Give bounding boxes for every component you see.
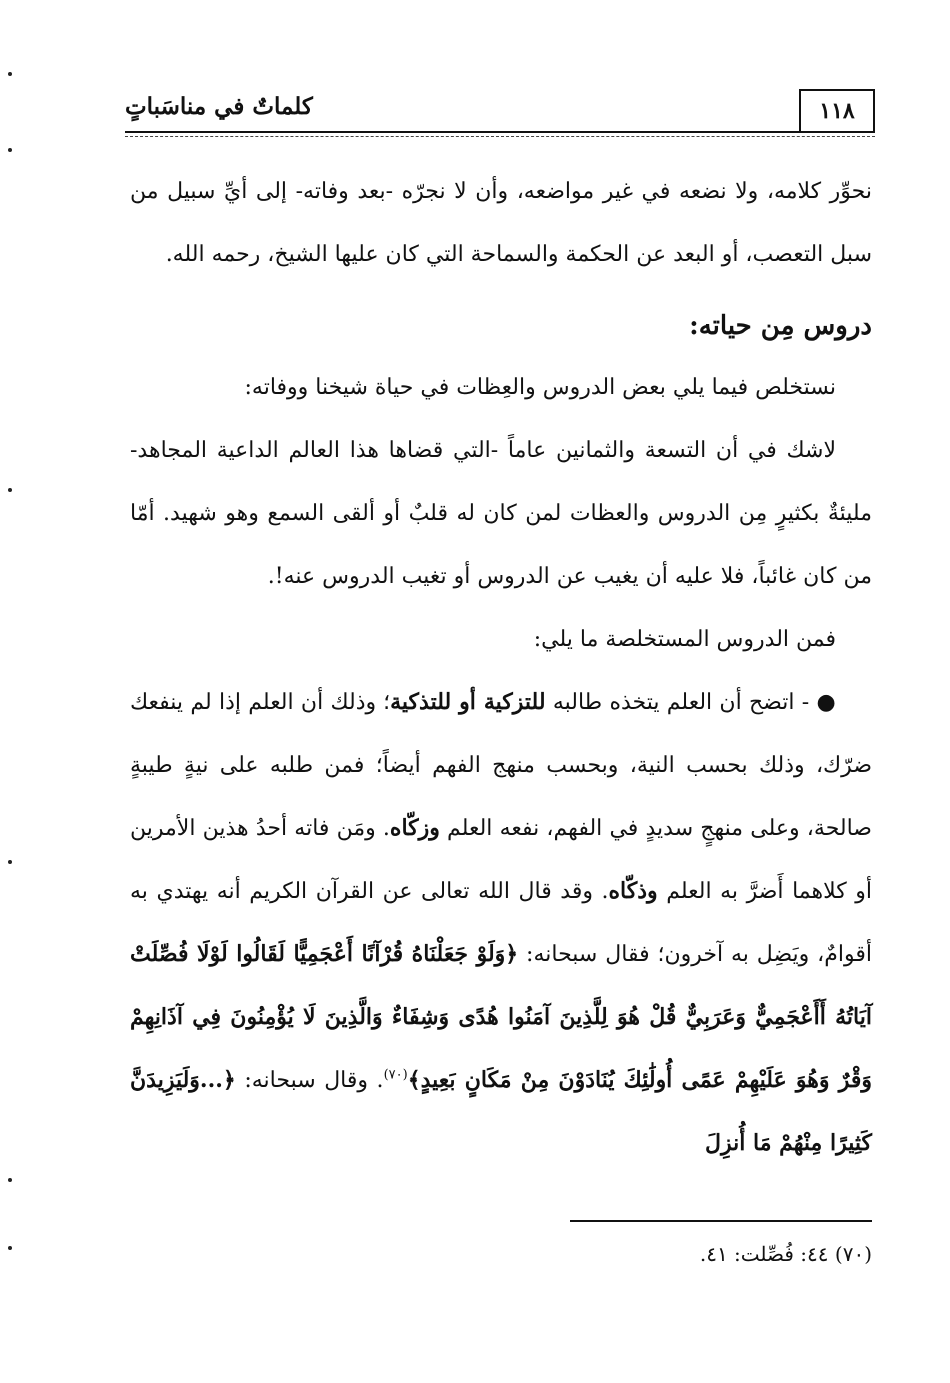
paragraph-2: نستخلص فيما يلي بعض الدروس والعِظات في حياة شيخنا ووفاته: xyxy=(244,375,836,400)
paragraph-5-text-a: - اتضح أن العلم يتخذه طالبه xyxy=(545,690,810,715)
quran-verse-1: ﴿وَلَوْ جَعَلْنَاهُ قُرْآنًا أَعْجَمِيًّا لَقَالُوا لَوْلَا فُصِّلَتْ آيَاتُهُ أَأَعْجَمِيٌّ وَعَرَبِيٌّ قُلْ هُوَ لِلَّذِينَ آمَنُوا هُدًى وَشِفَاءٌ وَالَّذِينَ لَا يُؤْمِنُونَ فِي آذَانِهِمْ وَقْرٌ وَهُوَ عَلَيْهِمْ عَمًى أُولَٰئِكَ يُنَادَوْنَ مِنْ مَكَانٍ بَعِيدٍ﴾ xyxy=(130,941,872,1093)
section-heading: دروس مِن حياته: xyxy=(689,311,872,341)
emphasis-zakkahu: وزكّاه xyxy=(389,815,440,841)
scan-mark xyxy=(8,488,12,492)
scan-mark xyxy=(8,1178,12,1182)
header-rule-secondary xyxy=(125,136,875,137)
paragraph-3: لاشك في أن التسعة والثمانين عاماً -التي قضاها هذا العالم الداعية المجاهد- مليئةٌ بكثيرٍ مِن الدروس والعظات لمن كان له قلبٌ أو ألقى السمع وهو شهيد. أمّا من كان غائباً، فلا عليه أن يغيب عن الدروس أو تغيب الدروس عنه!. xyxy=(130,438,872,589)
paragraph-5 xyxy=(130,671,872,1175)
footnote-rule xyxy=(570,1220,872,1222)
emphasis-dhakkahu: وذكّاه xyxy=(608,878,658,904)
scan-mark xyxy=(8,148,12,152)
header-rule xyxy=(125,131,875,133)
scan-mark xyxy=(8,72,12,76)
bullet-icon: ● xyxy=(816,690,837,715)
paragraph-5-text-e: . وقال سبحانه: xyxy=(235,1068,384,1093)
footnote: (٧٠) ٤٤: فُصِّلت: ٤١. xyxy=(699,1242,872,1266)
paragraph-5-text-c: . ومَن فاته أحدُ هذين الأمرين أو كلاهما أَضرَّ به العلم xyxy=(130,816,872,904)
scan-mark xyxy=(8,860,12,864)
running-title: كلماتٌ في مناسَباتٍ xyxy=(125,93,313,120)
page-number: ١١٨ xyxy=(799,89,875,131)
paragraph-5-text-d: . وقد قال الله تعالى عن القرآن الكريم أنه يهتدي به أقوامٌ، ويَضِل به آخرون؛ فقال سبحانه: xyxy=(130,879,872,967)
footnote-reference[interactable]: (٧٠) xyxy=(383,1067,408,1083)
scan-mark xyxy=(8,1246,12,1250)
paragraph-1: نحوِّر كلامه، ولا نضعه في غير مواضعه، وأن لا نجرّه -بعد وفاته- إلى أيِّ سبيل من سبل التعصب، أو البعد عن الحكمة والسماحة التي كان عليها الشيخ، رحمه الله. xyxy=(130,179,872,267)
quran-verse-2: ﴿...وَلَيَزِيدَنَّ كَثِيرًا مِنْهُمْ مَا أُنزِلَ xyxy=(130,1067,872,1156)
paragraph-4: فمن الدروس المستخلصة ما يلي: xyxy=(533,627,836,652)
emphasis-tazkiya: للتزكية أو للتذكية xyxy=(390,689,546,715)
page-header xyxy=(125,85,875,135)
body-text xyxy=(130,160,872,1175)
paragraph-5-text-b: ؛ وذلك أن العلم إذا لم ينفعك ضرّك، وذلك بحسب النية، وبحسب منهج الفهم أيضاً؛ فمن طلبه على نيةٍ طيبةٍ صالحة، وعلى منهجٍ سديدٍ في الفهم، نفعه العلم xyxy=(130,690,872,841)
